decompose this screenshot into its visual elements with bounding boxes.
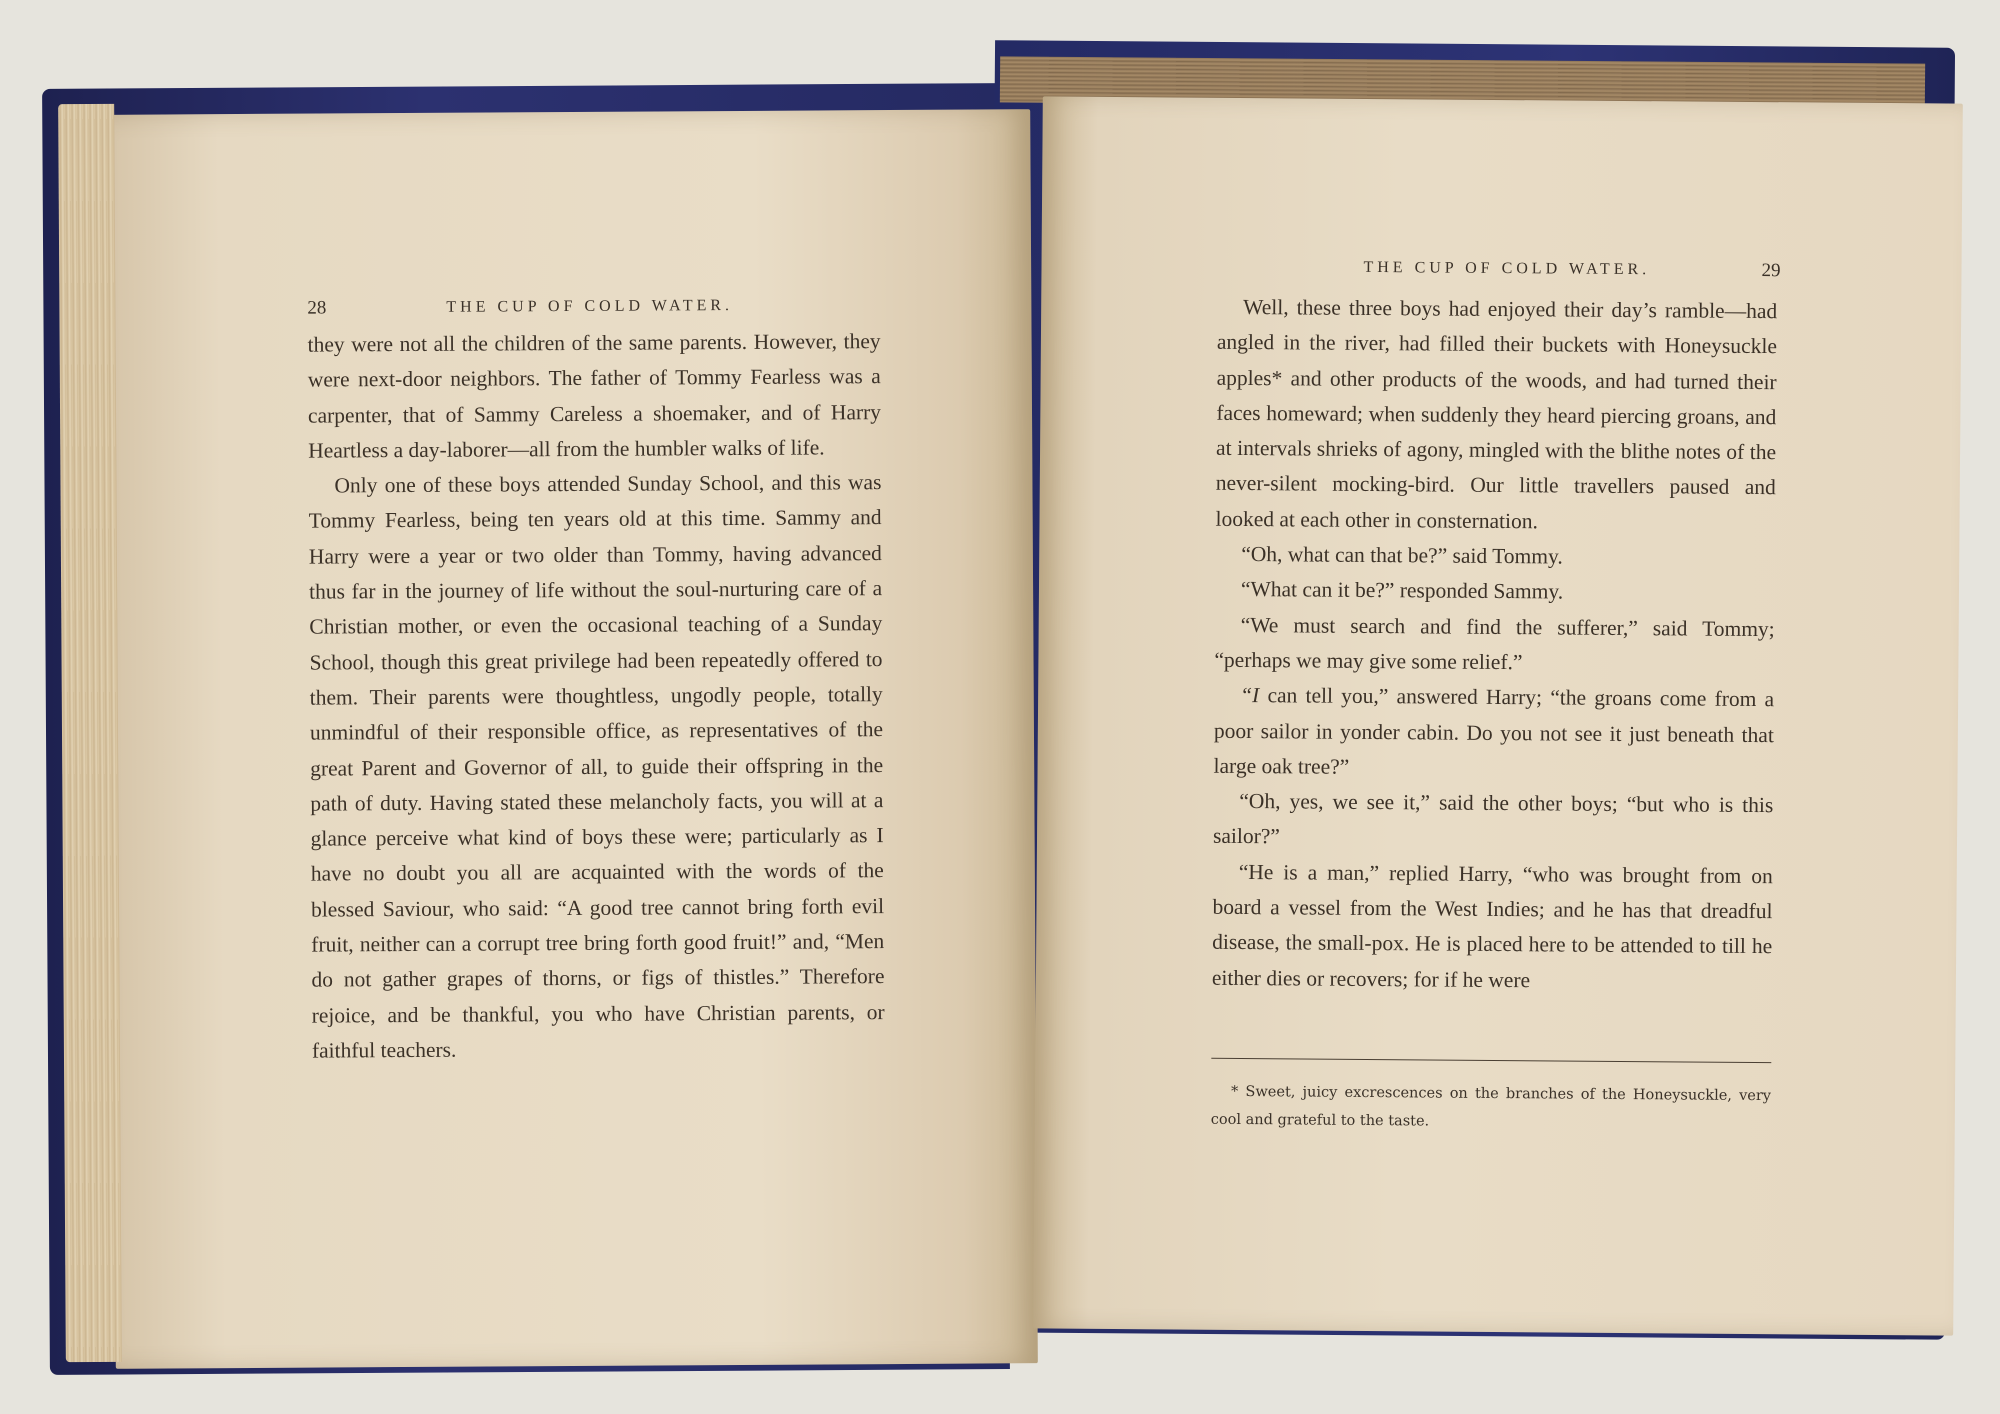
paragraph: “We must search and find the sufferer,” said Tommy; “perhaps we may give some relief.”	[1214, 612, 1775, 675]
paragraph	[1213, 678, 1774, 788]
paragraph-text: can tell you,” answered Harry; “the groans come from a poor sailor in yonder cabin. Do you not see it just beneath that large oak tree?”	[1213, 683, 1775, 779]
page-number-left: 28	[307, 297, 327, 319]
page-number-right: 29	[1761, 260, 1781, 282]
italic-word: “I	[1240, 683, 1260, 708]
paragraph: “He is a man,” replied Harry, “who was brought from on board a vessel from the West Indies; and he has that dreadful disease, the small-pox. He is placed here to be attended to till he either dies or recovers; for if he were	[1211, 859, 1773, 992]
paragraph: “Oh, what can that be?” said Tommy.	[1241, 542, 1563, 569]
paragraph: Only one of these boys attended Sunday School, and this was Tommy Fearless, being ten years old at this time. Sammy and Harry were a year or two older than Tommy, having advanced thus far in the journey of life without the soul-nurturing care of a Christian mother, or even the occasional teaching of a Sunday School, though this great privilege had been repeatedly offered to them. Their parents were thoughtless, ungodly people, totally unmindful of their responsible office, as representatives of the great Parent and Governor of all, to guide their offspring in the path of duty. Having stated these melancholy facts, you will at a glance perceive what kind of boys these were; particularly as I have no doubt you all are acquainted with the words of the blessed Saviour, who said: “A good tree cannot bring forth evil fruit, neither can a corrupt tree bring forth good fruit!” and, “Men do not gather grapes of thorns, or figs of thistles.” Therefore rejoice, and be thankful, you who have Christian parents, or faithful teachers.	[308, 470, 885, 1063]
right-page	[1033, 96, 1963, 1335]
paragraph: Well, these three boys had enjoyed their day’s ramble—had angled in the river, had filled their buckets with Honeysuckle apples* and other products of the woods, and had turned their faces homeward; when suddenly they heard piercing groans, and at intervals shrieks of agony, mingled with the blithe notes of the never-silent mocking-bird. Our little travellers paused and looked at each other in consternation.	[1215, 294, 1778, 534]
footnote	[1211, 1078, 1771, 1138]
paragraph: “What can it be?” responded Sammy.	[1240, 577, 1564, 604]
running-head-right: THE CUP OF COLD WATER.	[1363, 258, 1651, 279]
running-head-left: THE CUP OF COLD WATER.	[446, 297, 734, 316]
footnote-text: * Sweet, juicy excrescences on the branches of the Honeysuckle, very cool and grateful to the taste.	[1210, 1083, 1772, 1130]
left-page	[108, 109, 1038, 1369]
paragraph: “Oh, yes, we see it,” said the other boys; “but who is this sailor?”	[1212, 789, 1774, 849]
paragraph: they were not all the children of the same parents. However, they were next-door neighbors. The father of Tommy Fearless was a carpenter, that of Sammy Careless a shoemaker, and of Harry Heartless a day-laborer—all from the humbler walks of life.	[307, 329, 882, 463]
left-page-body	[307, 324, 885, 1069]
right-page-body	[1212, 290, 1778, 1000]
footnote-rule	[1211, 1058, 1771, 1063]
page-edges-left	[58, 104, 122, 1362]
